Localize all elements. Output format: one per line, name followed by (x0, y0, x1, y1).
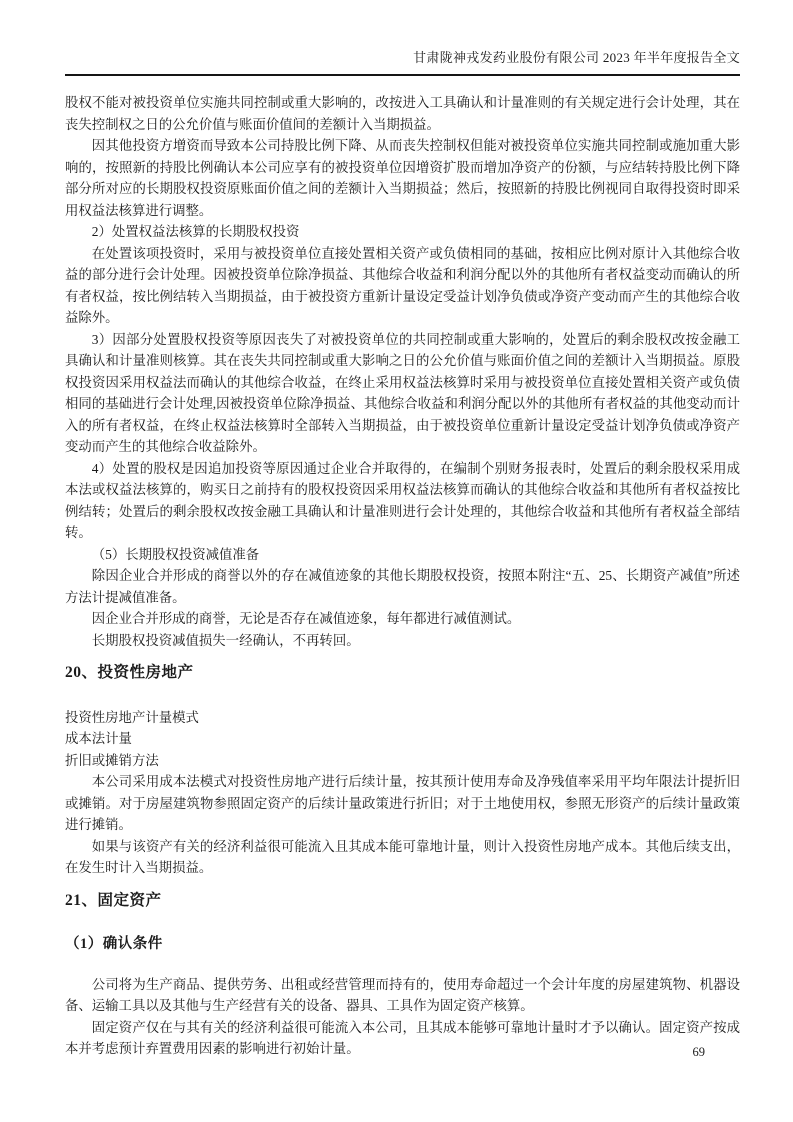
paragraph: 成本法计量 (65, 731, 132, 746)
paragraph: 公司将为生产商品、提供劳务、出租或经营管理而持有的，使用寿命超过一个会计年度的房屋建筑物、机器设备、运输工具以及其他与生产经营有关的设备、器具、工具作为固定资产核算。 (65, 976, 740, 1013)
paragraph: 本公司采用成本法模式对投资性房地产进行后续计量，按其预计使用寿命及净残值率采用平均年限法计提折旧或摊销。对于房屋建筑物参照固定资产的后续计量政策进行折旧；对于土地使用权，参照无形资产的后续计量政策进行摊销。 (65, 774, 740, 832)
paragraph: 股权不能对被投资单位实施共同控制或重大影响的，改按进入工具确认和计量准则的有关规定进行会计处理，其在丧失控制权之日的公允价值与账面价值间的差额计入当期损益。 (65, 95, 740, 132)
paragraph: 4）处置的股权是因追加投资等原因通过企业合并取得的，在编制个别财务报表时，处置后的剩余股权采用成本法或权益法核算的，购买日之前持有的股权投资因采用权益法核算而确认的其他综合收益和其他所有者权益按比例结转；处置后的剩余股权改按金融工具确认和计量准则进行会计处理的，其他综合收益和其他所有者权益全部结转。 (65, 460, 740, 540)
section-heading: 21、固定资产 (65, 891, 162, 909)
section-heading: 20、投资性房地产 (65, 664, 194, 681)
paragraph: 如果与该资产有关的经济利益很可能流入且其成本能可靠地计量，则计入投资性房地产成本。其他后续支出，在发生时计入当期损益。 (65, 838, 740, 875)
page-number: 69 (692, 1045, 705, 1059)
paragraph: 投资性房地产计量模式 (65, 709, 199, 725)
paragraph: 除因企业合并形成的商誉以外的存在减值迹象的其他长期股权投资，按照本附注“五、25、长期资产减值”所述方法计提减值准备。 (65, 568, 740, 605)
report-title: 甘肃陇神戎发药业股份有限公司 2023 年半年度报告全文 (413, 50, 740, 65)
paragraph: 因企业合并形成的商誉，无论是否存在减值迹象，每年都进行减值测试。 (91, 611, 521, 626)
paragraph: （5）长期股权投资减值准备 (91, 546, 260, 562)
paragraph: 长期股权投资减值损失一经确认，不再转回。 (91, 632, 360, 648)
paragraph: 折旧或摊销方法 (65, 752, 159, 768)
document-body (65, 92, 740, 1060)
subsection-heading: （1）确认条件 (65, 936, 163, 952)
header-rule (65, 74, 740, 76)
page-header (65, 0, 740, 66)
paragraph: 3）因部分处置股权投资等原因丧失了对被投资单位的共同控制或重大影响的，处置后的剩余股权改按金融工具确认和计量准则核算。其在丧失共同控制或重大影响之日的公允价值与账面价值之间的差额计入当期损益。原股权投资因采用权益法而确认的其他综合收益，在终止采用权益法核算时采用与被投资单位直接处置相关资产或负债相同的基础进行会计处理,因被投资单位除净损益、其他综合收益和利润分配以外的其他所有者权益的其他变动而计入的所有者权益，在终止权益法核算时全部转入当期损益，由于被投资单位重新计量设定受益计划净负债或净资产变动而产生的其他综合收益除外。 (65, 331, 740, 454)
paragraph: 2）处置权益法核算的长期股权投资 (91, 224, 300, 239)
paragraph: 在处置该项投资时，采用与被投资单位直接处置相关资产或负债相同的基础，按相应比例对原计入其他综合收益的部分进行会计处理。因被投资单位除净损益、其他综合收益和利润分配以外的其他所有者权益变动而确认的所有者权益，按比例结转入当期损益，由于被投资方重新计量设定受益计划净负债或净资产变动而产生的其他综合收益除外。 (65, 245, 740, 325)
paragraph: 因其他投资方增资而导致本公司持股比例下降、从而丧失控制权但能对被投资单位实施共同控制或施加重大影响的，按照新的持股比例确认本公司应享有的被投资单位因增资扩股而增加净资产的份额，与应结转持股比例下降部分所对应的长期股权投资原账面价值之间的差额计入当期损益；然后，按照新的持股比例视同自取得投资时即采用权益法核算进行调整。 (65, 138, 740, 218)
page-content (65, 0, 740, 1060)
paragraph: 固定资产仅在与其有关的经济利益很可能流入本公司，且其成本能够可靠地计量时才予以确认。固定资产按成本并考虑预计弃置费用因素的影响进行初始计量。 (65, 1019, 740, 1056)
